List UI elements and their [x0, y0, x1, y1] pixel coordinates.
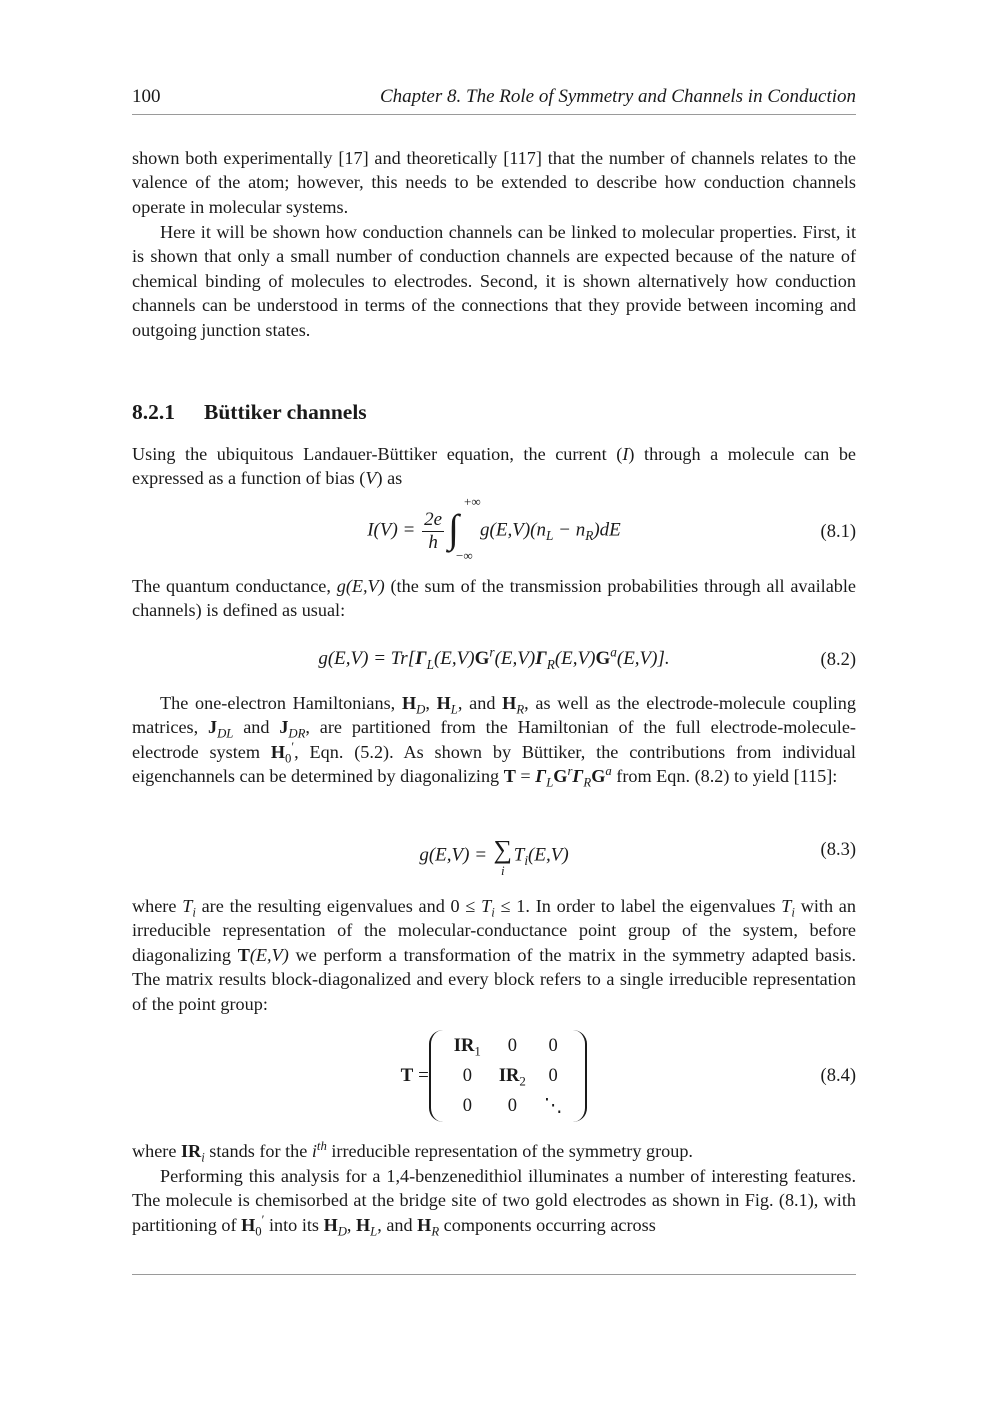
section-number: 8.2.1	[132, 400, 175, 424]
footer-rule	[132, 1274, 856, 1275]
paragraph-8: Performing this analysis for a 1,4-benzenedithiol illuminates a number of interesting features. The molecule is chemisorbed at the bridge site of two gold electrodes as shown in Fig. (8.1), with partitioning of $H_0'$ into its $H_D$, $H_L$, and $H_R$ components occurring across	[132, 1166, 856, 1239]
equation-label: (8.4)	[820, 1066, 856, 1086]
paragraph-6: where $T_i$ are the resulting eigenvalues and $0 \le T_i \le 1$. In order to label the eigenvalues $T_i$ with an irreducible representation of the molecular-conductance point group of the system, before diagonalizing T(E,V) we perform a transformation of the matrix in the symmetry adapted basis. The matrix results block-diagonalized and every block refers to a single irreducible representation of the point group:	[132, 896, 856, 1014]
paragraph-4: The quantum conductance, g(E,V) (the sum of the transmission probabilities through all available channels) is defined as usual:	[132, 576, 856, 621]
matrix: $IR_1$ 0 0 0 $IR_2$ 0 0 0 ⋱	[429, 1030, 588, 1122]
paragraph-1: shown both experimentally [17] and theoretically [117] that the number of channels relates to the valence of the atom; however, this needs to be extended to describe how conduction channels operate in molecular systems.	[132, 148, 856, 217]
equation-label: (8.2)	[820, 650, 856, 670]
paragraph-5: The one-electron Hamiltonians, $H_D$, $H_L$, and $H_R$, as well as the electrode-molecule coupling matrices, $J_{DL}$ and $J_{DR}$, are partitioned from the Hamiltonian of the full electrode-molecule-electrode system $H_0'$, Eqn. (5.2). As shown by Büttiker, the contributions from individual eigenchannels can be determined by diagonalizing $T = \Gamma_LG^r\Gamma_RG^a$ from Eqn. (8.2) to yield [115]:	[132, 693, 856, 790]
equation-label: (8.1)	[820, 522, 856, 542]
page-number: 100	[132, 86, 161, 107]
running-title: Chapter 8. The Role of Symmetry and Channels in Conduction	[379, 86, 856, 107]
equation-8-2: $g(E,V) = Tr[\Gamma_L(E,V)G^r(E,V)\Gamma_R(E,V)G^a(E,V)]$. (8.2)	[318, 644, 856, 672]
equation-8-1: I(V) = $\frac{2e}{h}$ ∫ +∞ −∞ $g(E,V)(n_L - n_R)dE$ (8.1)	[367, 494, 856, 563]
paragraph-2: Here it will be shown how conduction channels can be linked to molecular properties. First, it is shown that only a small number of conduction channels are expected because of the nature of chemical binding of molecules to electrodes. Second, it is shown alternatively how conduction channels can be understood in terms of the connections that they provide between incoming and outgoing junction states.	[132, 222, 856, 340]
paragraph-7: where $IR_i$ stands for the $i^{th}$ irreducible representation of the symmetry group.	[132, 1138, 693, 1165]
summation-sign: ∑ i	[493, 835, 513, 878]
paragraph-3: Using the ubiquitous Landauer-Büttiker equation, the current (I) through a molecule can be expressed as a function of bias (V) as	[132, 444, 856, 489]
section-heading	[132, 400, 856, 425]
equation-8-4: $T =IR_1$ 0 0 0 $IR_2$ 0 0 0 ⋱ (8.4)	[132, 1030, 856, 1126]
page-header	[132, 84, 856, 115]
equation-8-3: g(E,V) = ∑ i $T_i(E,V)$ (8.3)	[419, 835, 856, 878]
integral-sign: ∫ +∞ −∞	[448, 494, 481, 563]
equation-label: (8.3)	[820, 840, 856, 860]
section-title: Büttiker channels	[204, 400, 367, 424]
